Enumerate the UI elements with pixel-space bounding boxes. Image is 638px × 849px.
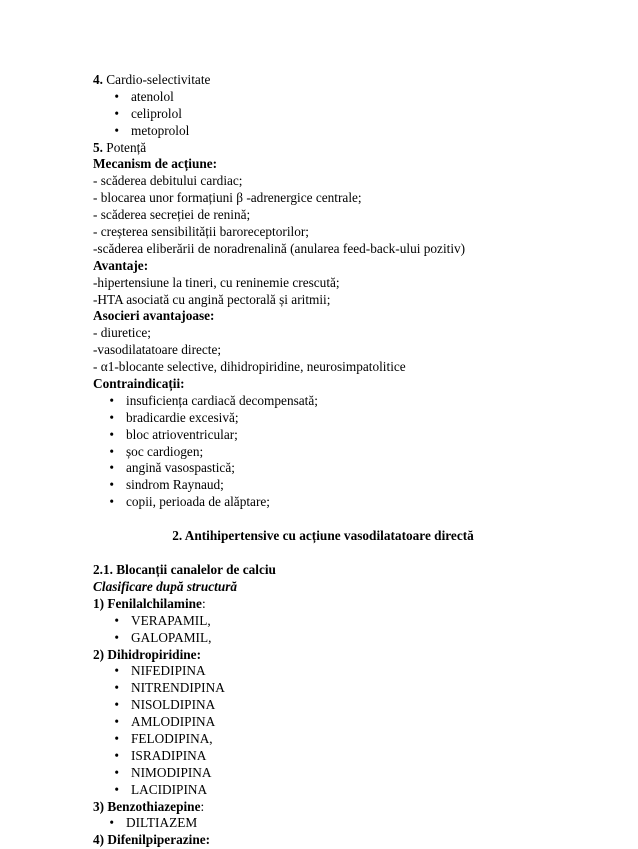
text-line: - diuretice;	[93, 325, 151, 341]
group-2-heading: 2) Dihidropiridine:	[93, 646, 201, 662]
list-item: • AMLODIPINA	[93, 714, 593, 731]
bullet-icon: •	[109, 460, 114, 476]
bullet-icon: •	[114, 697, 119, 713]
spacer	[93, 511, 593, 528]
bullet-icon: •	[109, 815, 114, 831]
list-item: • LACIDIPINA	[93, 782, 593, 799]
bullet-icon: •	[114, 714, 119, 730]
bullet-icon: •	[114, 612, 119, 628]
bullet-icon: •	[109, 426, 114, 442]
list-item: • NIMODIPINA	[93, 765, 593, 782]
bullet-icon: •	[109, 494, 114, 510]
text-line: - scăderea debitului cardiac;	[93, 173, 243, 189]
list-item: • GALOPAMIL,	[93, 630, 593, 647]
section-cardio-selectivitate-title: 4. Cardio-selectivitate	[93, 72, 211, 87]
list-item: • metoprolol	[93, 123, 593, 140]
group-4-heading: 4) Difenilpiperazine:	[93, 832, 211, 848]
list-item: • angină vasospastică;	[93, 460, 593, 477]
bullet-icon: •	[109, 443, 114, 459]
list-item: • FELODIPINA,	[93, 731, 593, 748]
document-body	[93, 72, 593, 849]
bullet-icon: •	[114, 105, 119, 121]
list-item: • NITRENDIPINA	[93, 680, 593, 697]
list-item: • sindrom Raynaud;	[93, 477, 593, 494]
list-item: • NIFEDIPINA	[93, 663, 593, 680]
list-item: • copii, perioada de alăptare;	[93, 494, 593, 511]
text-line: -hipertensiune la tineri, cu reninemie crescută;	[93, 274, 340, 290]
list-item: • celiprolol	[93, 106, 593, 123]
avantaje-heading: Avantaje:	[93, 257, 149, 273]
bullet-icon: •	[109, 392, 114, 408]
list-item: • VERAPAMIL,	[93, 613, 593, 630]
bullet-icon: •	[114, 122, 119, 138]
subsection-2-1-heading: 2.1. Blocanții canalelor de calciu	[93, 562, 276, 578]
spacer	[93, 545, 593, 562]
group-3-heading: 3) Benzothiazepine:	[93, 798, 205, 814]
list-item: • atenolol	[93, 89, 593, 106]
bullet-icon: •	[114, 629, 119, 645]
bullet-icon: •	[114, 747, 119, 763]
bullet-icon: •	[114, 680, 119, 696]
bullet-icon: •	[109, 409, 114, 425]
list-item: • șoc cardiogen;	[93, 444, 593, 461]
text-line: - creșterea sensibilității baroreceptorilor;	[93, 224, 309, 240]
bullet-icon: •	[114, 764, 119, 780]
list-item: • NISOLDIPINA	[93, 697, 593, 714]
contraindicatii-heading: Contraindicații:	[93, 376, 185, 392]
bullet-icon: •	[114, 663, 119, 679]
list-item: • bradicardie excesivă;	[93, 410, 593, 427]
text-line: -HTA asociată cu angină pectorală și aritmii;	[93, 291, 331, 307]
text-line: -vasodilatatoare directe;	[93, 342, 222, 358]
text-line: - α1-blocante selective, dihidropiridine, neurosimpatolitice	[93, 359, 406, 375]
text-line: - blocarea unor formațiuni β -adrenergice centrale;	[93, 190, 362, 206]
bullet-icon: •	[114, 88, 119, 104]
clasificare-heading: Clasificare după structură	[93, 578, 238, 594]
text-line: - scăderea secreției de renină;	[93, 207, 251, 223]
section-potenta-title: 5. Potență	[93, 139, 147, 155]
bullet-icon: •	[114, 730, 119, 746]
list-item: • DILTIAZEM	[93, 815, 593, 832]
list-item: • bloc atrioventricular;	[93, 427, 593, 444]
bullet-icon: •	[114, 781, 119, 797]
bullet-icon: •	[109, 477, 114, 493]
list-item: • insuficiența cardiacă decompensată;	[93, 393, 593, 410]
mecanism-heading: Mecanism de acțiune:	[93, 156, 218, 172]
section-2-heading: 2. Antihipertensive cu acțiune vasodilatatoare directă	[172, 528, 474, 544]
group-1-heading: 1) Fenilalchilamine:	[93, 595, 206, 611]
list-item: • ISRADIPINA	[93, 748, 593, 765]
asocieri-heading: Asocieri avantajoase:	[93, 308, 215, 324]
text-line: -scăderea eliberării de noradrenalină (anularea feed-back-ului pozitiv)	[93, 240, 466, 256]
